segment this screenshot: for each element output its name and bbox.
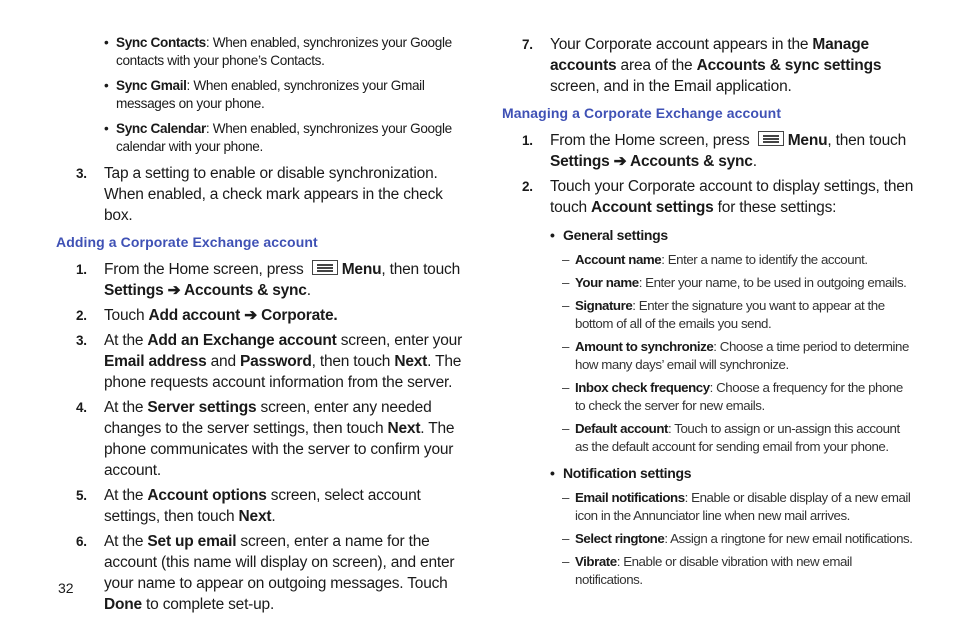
right-column bbox=[502, 34, 914, 594]
step-2-managing: 2. Touch your Corporate account to display settings, then touch Account settings for these settings: bbox=[522, 178, 914, 216]
step-2-adding: 2. Touch Add account ➔ Corporate. bbox=[76, 307, 338, 324]
step-5-adding: 5. At the Account options screen, select account settings, then touch Next. bbox=[76, 487, 421, 525]
description: : When enabled, synchronizes your Google calendar with your phone. bbox=[116, 121, 452, 154]
section-heading-adding: Adding a Corporate Exchange account bbox=[56, 234, 318, 250]
step-3-adding: 3. At the Add an Exchange account screen, enter your Email address and Password, then touch Next. The phone requests account information from the server. bbox=[76, 332, 463, 391]
list-item: – Select ringtone: Assign a ringtone for new email notifications. bbox=[562, 531, 913, 546]
list-item: – Amount to synchronize: Choose a time period to determine how many days’ email will synchronize. bbox=[562, 339, 909, 372]
description: : When enabled, synchronizes your Gmail messages on your phone. bbox=[116, 78, 425, 111]
list-item: – Default account: Touch to assign or un-assign this account as the default account for sending email from your phone. bbox=[562, 421, 900, 454]
term: Sync Contacts bbox=[116, 35, 206, 50]
list-item: • Sync Contacts: When enabled, synchronizes your Google contacts with your phone’s Contacts. bbox=[104, 35, 452, 68]
step-3-sync: 3. Tap a setting to enable or disable synchronization. When enabled, a check mark appears in the check box. bbox=[76, 165, 443, 224]
menu-key-icon bbox=[758, 131, 784, 146]
description: : When enabled, synchronizes your Google contacts with your phone’s Contacts. bbox=[116, 35, 452, 68]
page-number: 32 bbox=[58, 580, 74, 596]
list-item: – Email notifications: Enable or disable display of a new email icon in the Annunciator line when new mail arrives. bbox=[562, 490, 911, 523]
list-item: – Inbox check frequency: Choose a frequency for the phone to check the server for new emails. bbox=[562, 380, 903, 413]
step-6-adding: 6. At the Set up email screen, enter a name for the account (this name will display on screen), and enter your name to appear on outgoing messages. Touch Done to complete set-up. bbox=[76, 533, 455, 613]
list-item: – Account name: Enter a name to identify the account. bbox=[562, 252, 868, 267]
list-item: • Sync Calendar: When enabled, synchronizes your Google calendar with your phone. bbox=[104, 121, 452, 154]
list-item: – Vibrate: Enable or disable vibration with new email notifications. bbox=[562, 554, 852, 587]
step-1-adding: 1. From the Home screen, press Menu, then touch Settings ➔ Accounts & sync. bbox=[76, 261, 460, 299]
general-settings-heading: • General settings bbox=[550, 227, 668, 243]
list-item: – Your name: Enter your name, to be used in outgoing emails. bbox=[562, 275, 907, 290]
step-4-adding: 4. At the Server settings screen, enter any needed changes to the server settings, then touch Next. The phone communicates with the server to confirm your account. bbox=[76, 399, 455, 479]
term: Sync Gmail bbox=[116, 78, 187, 93]
step-7-adding: 7. Your Corporate account appears in the Manage accounts area of the Accounts & sync settings screen, and in the Email application. bbox=[522, 36, 882, 95]
step-1-managing: 1. From the Home screen, press Menu, then touch Settings ➔ Accounts & sync. bbox=[522, 132, 906, 170]
section-heading-managing: Managing a Corporate Exchange account bbox=[502, 105, 782, 121]
term: Sync Calendar bbox=[116, 121, 206, 136]
notification-settings-heading: • Notification settings bbox=[550, 465, 692, 481]
menu-key-icon bbox=[312, 260, 338, 275]
list-item: – Signature: Enter the signature you want to appear at the bottom of all of the emails you send. bbox=[562, 298, 885, 331]
list-item: • Sync Gmail: When enabled, synchronizes your Gmail messages on your phone. bbox=[104, 78, 425, 111]
